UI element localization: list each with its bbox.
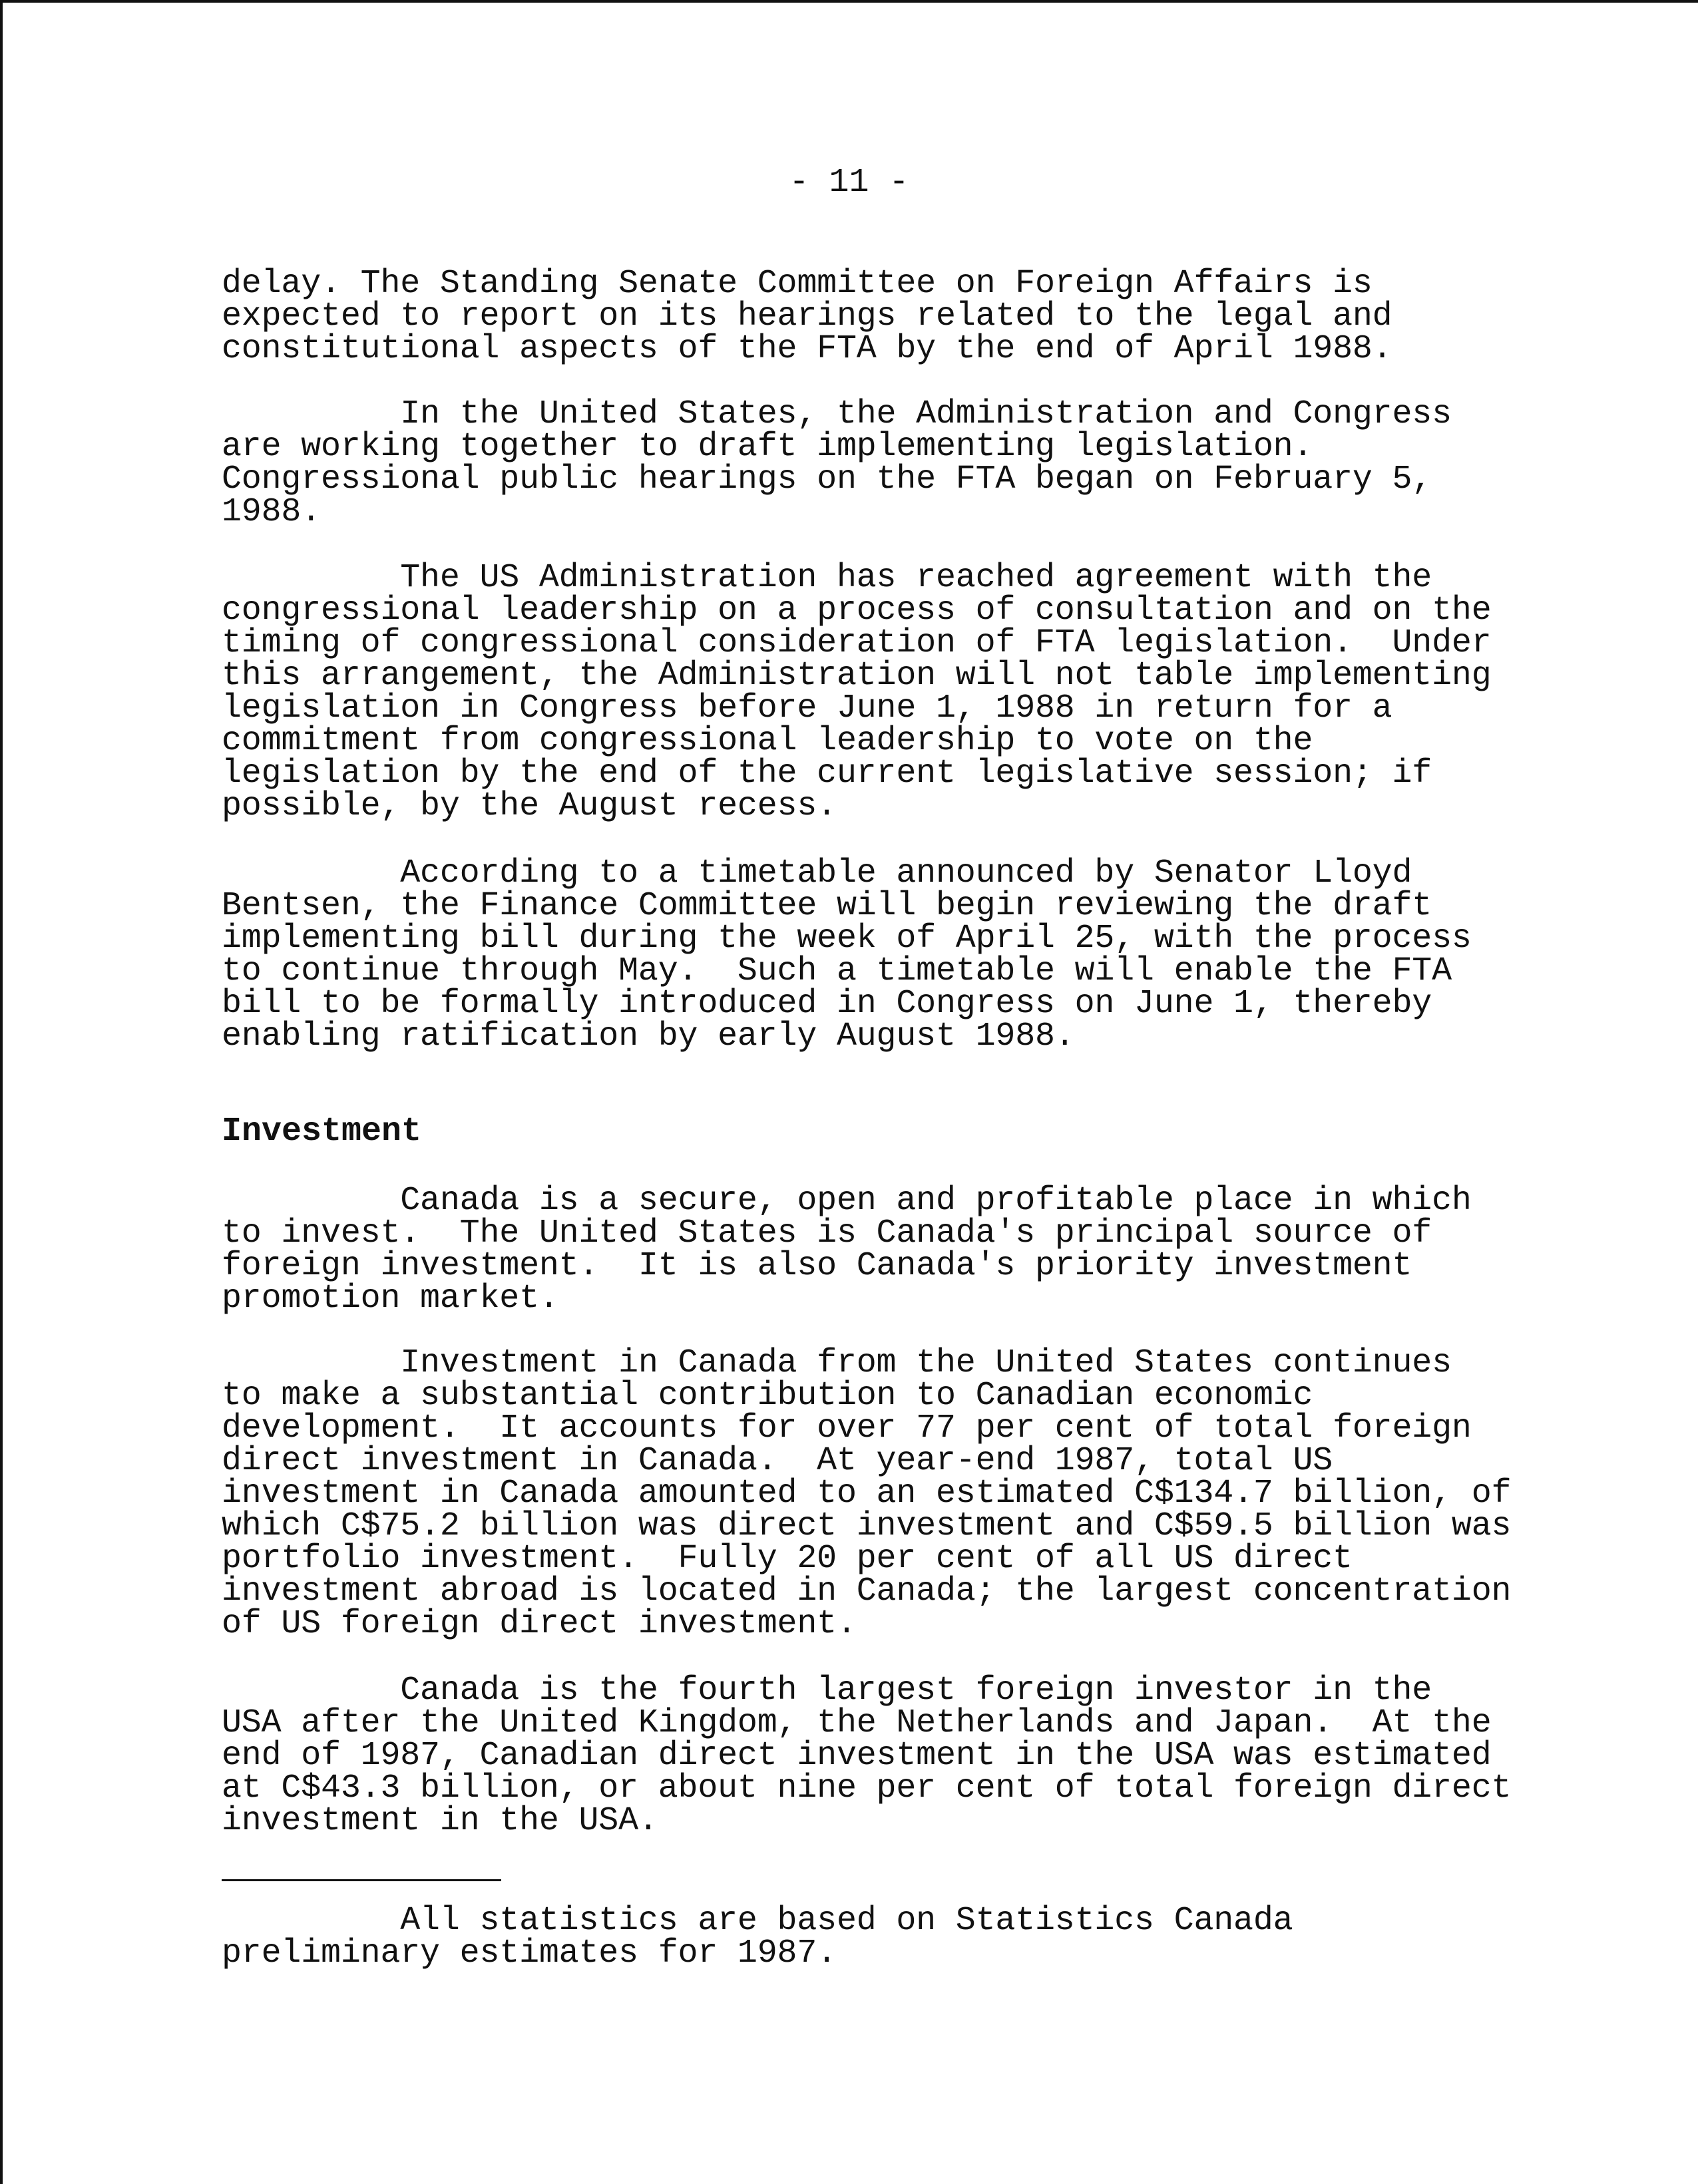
section-heading-investment: Investment [222,1113,422,1151]
paragraph-consultation-agreement: The US Administration has reached agreement with the congressional leadership on a process of consultation and on the timing of congressional consideration of FTA legislation. Under this arrangement, the Administration will not table implementing legislation in Congress before June 1, 1988 in return for a commitment from congressional leadership to vote on the legislation by the end of the current legislative session; if possible, by the August recess. [222,559,1492,825]
page-top-border [0,0,1698,3]
footnote-separator [222,1879,501,1881]
paragraph-us-investment-in-canada: Investment in Canada from the United States continues to make a substantial contribution to Canadian economic development. It accounts for over 77 per cent of total foreign direct investment in Canada. At year-end 1987, total US investment in Canada amounted to an estimated C$134.7 billion, of which C$75.2 billion was direct investment and C$59.5 billion was portfolio investment. Fully 20 per cent of all US direct investment abroad is located in Canada; the largest concentration of US foreign direct investment. [222,1344,1512,1643]
page-left-border [0,0,3,2184]
page-number: - 11 - [789,164,909,202]
paragraph-senate-committee: delay. The Standing Senate Committee on Foreign Affairs is expected to report on its hearings related to the legal and constitutional aspects of the FTA by the end of April 1988. [222,265,1392,368]
paragraph-bentsen-timetable: According to a timetable announced by Senator Lloyd Bentsen, the Finance Committee will begin reviewing the draft implementing bill during the week of April 25, with the process to continue through May. Such a timetable will enable the FTA bill to be formally introduced in Congress on June 1, thereby enabling ratification by early August 1988. [222,854,1472,1055]
paragraph-us-administration-congress: In the United States, the Administration and Congress are working together to draft implementing legislation. Congressional public hearings on the FTA began on February 5, 1988. [222,395,1452,531]
paragraph-canada-secure-investment: Canada is a secure, open and profitable place in which to invest. The United States is Canada's principal source of foreign investment. It is also Canada's priority investment promotion market. [222,1182,1472,1318]
footnote-text: All statistics are based on Statistics Canada preliminary estimates for 1987. [222,1902,1293,1972]
paragraph-canadian-investment-in-usa: Canada is the fourth largest foreign investor in the USA after the United Kingdom, the Netherlands and Japan. At the end of 1987, Canadian direct investment in the USA was estimated at C$43.3 billion, or about nine per cent of total foreign direct investment in the USA. [222,1672,1512,1840]
